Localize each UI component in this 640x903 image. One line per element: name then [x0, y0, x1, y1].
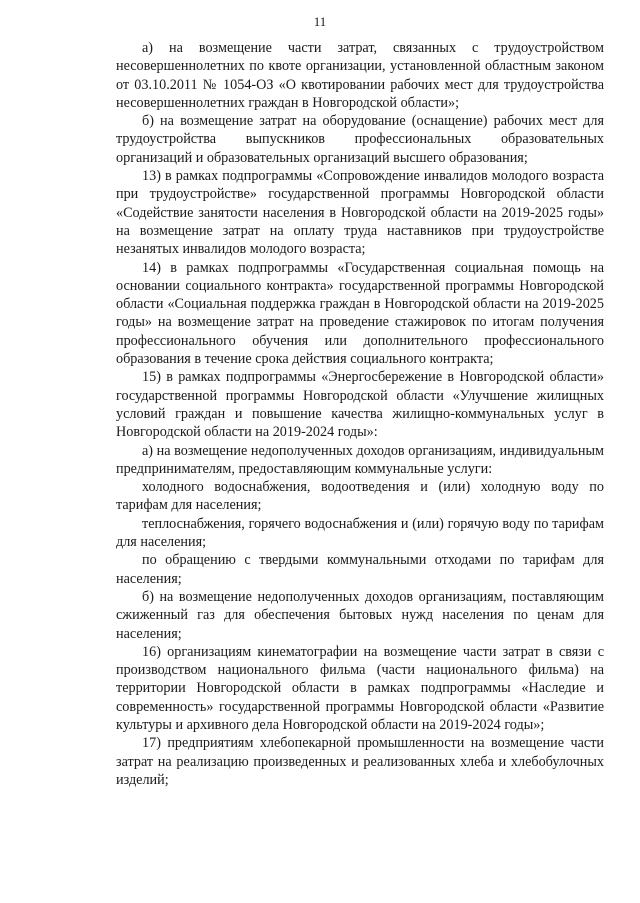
paragraph-17: 17) предприятиям хлебопекарной промышленности на возмещение части затрат на реализацию произведенных и реализованных хлеба и хлебобулочных изделий; [116, 735, 604, 788]
paragraph-15b: б) на возмещение недополученных доходов организациям, поставляющим сжиженный газ для обеспечения бытовых нужд населения по ценам для населения; [116, 588, 604, 642]
paragraph-12b: б) на возмещение затрат на оборудование (оснащение) рабочих мест для трудоустройства выпускников профессиональных образовательных организаций и образовательных организаций высшего образования; [116, 113, 604, 166]
paragraph-15a-waste: по обращению с твердыми коммунальными отходами по тарифам для населения; [116, 552, 604, 587]
paragraph-16: 16) организациям кинематографии на возмещение части затрат в связи с производством национального фильма (части национального фильма) на территории Новгородской области в рамках подпрограммы «Наследие и современность» государственной программы Новгородской области «Развитие культуры и архивного дела Новгородской области на 2019-2024 годы»; [116, 643, 604, 733]
paragraph-13: 13) в рамках подпрограммы «Сопровождение инвалидов молодого возраста при трудоустройстве» государственной программы Новгородской области «Содействие занятости населения в Новгородской области на 2019-2025 годы» на возмещение затрат на оплату труда наставников при трудоустройстве незанятых инвалидов молодого возраста; [116, 168, 604, 258]
paragraph-14: 14) в рамках подпрограммы «Государственная социальная помощь на основании социального контракта» государственной программы Новгородской области «Социальная поддержка граждан в Новгородской области на 2019-2025 годы» на возмещение затрат на проведение стажировок по итогам получения профессионального обучения или дополнительного профессионального образования в течение срока действия социального контракта; [116, 259, 604, 368]
paragraph-15a: а) на возмещение недополученных доходов организациям, индивидуальным предпринимателям, предоставляющим коммунальные услуги: [116, 442, 604, 477]
paragraph-15a-cold-water: холодного водоснабжения, водоотведения и (или) холодную воду по тарифам для населения; [116, 479, 604, 514]
paragraph-15a-heating: теплоснабжения, горячего водоснабжения и (или) горячую воду по тарифам для населения; [116, 515, 604, 551]
document-body [116, 39, 604, 789]
page-number: 11 [313, 14, 327, 29]
paragraph-12a: а) на возмещение части затрат, связанных с трудоустройством несовершеннолетних по квоте организации, установленной областным законом от 03.10.2011 № 1054-ОЗ «О квотировании рабочих мест для трудоустройства несовершеннолетних граждан в Новгородской области»; [116, 40, 604, 111]
paragraph-15: 15) в рамках подпрограммы «Энергосбережение в Новгородской области» государственной программы Новгородской области «Улучшение жилищных условий граждан и повышение качества жилищно-коммунальных услуг в Новгородской области на 2019-2024 годы»: [116, 369, 604, 441]
